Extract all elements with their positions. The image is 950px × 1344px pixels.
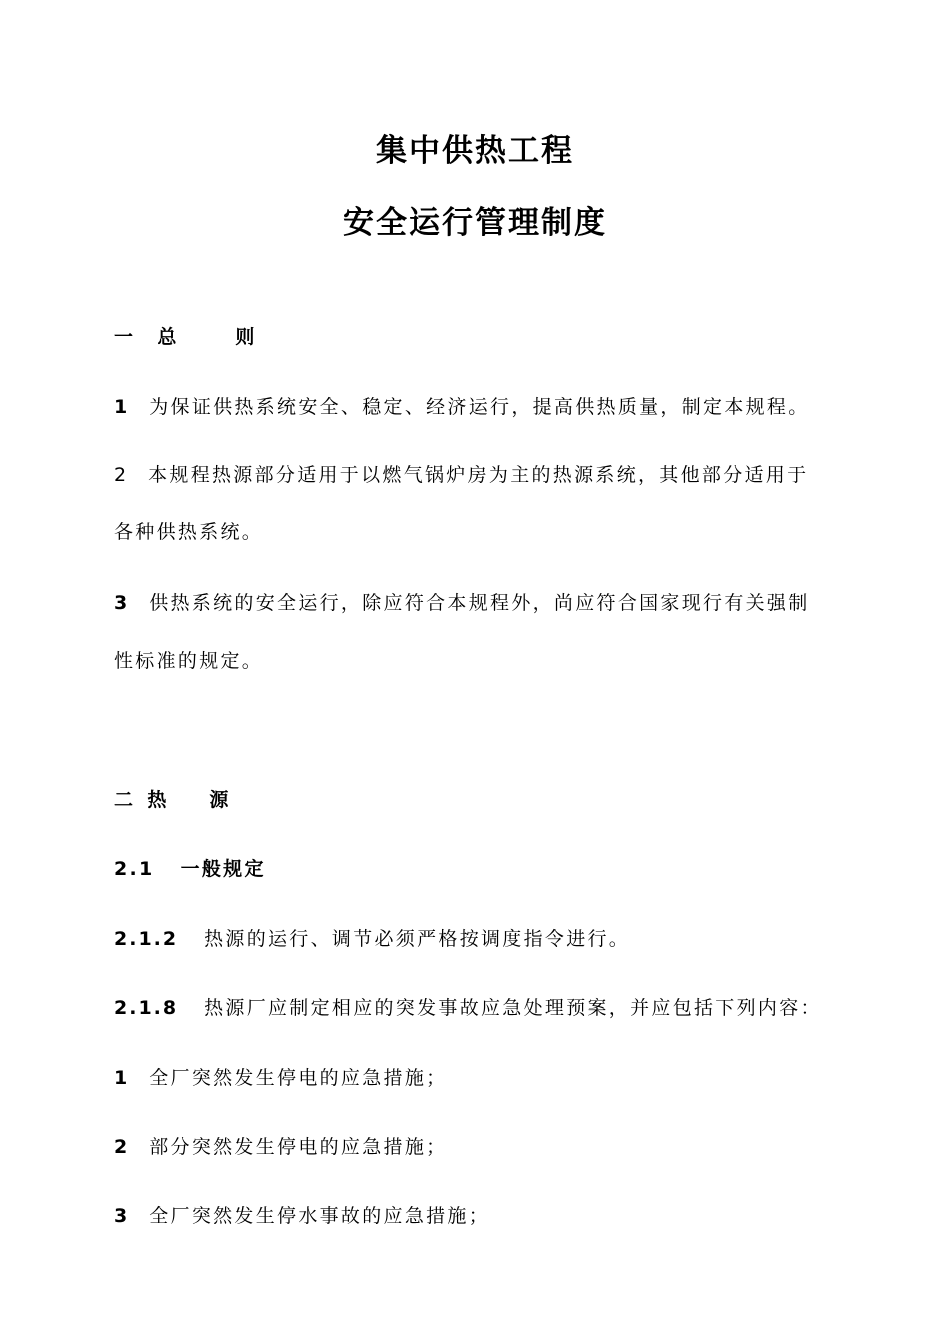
list-item-text: 全厂突然发生停水事故的应急措施； bbox=[149, 1205, 491, 1227]
section2-heading-text: 热 源 bbox=[147, 789, 241, 811]
section1-item-2 bbox=[114, 462, 808, 488]
clause-number: 2.1.2 bbox=[114, 928, 179, 950]
document-title-line1: 集中供热工程 bbox=[376, 133, 574, 169]
section1-item-3-continuation: 性标准的规定。 bbox=[114, 650, 264, 672]
list-item-text: 全厂突然发生停电的应急措施； bbox=[149, 1067, 448, 1089]
list-item-number: 1 bbox=[114, 1067, 128, 1089]
section1-heading bbox=[114, 324, 274, 350]
list-item-number: 3 bbox=[114, 1205, 128, 1227]
document-title-line2: 安全运行管理制度 bbox=[343, 205, 607, 241]
item-text: 本规程热源部分适用于以燃气锅炉房为主的热源系统，其他部分适用于 bbox=[148, 464, 809, 486]
subsection-title: 一般规定 bbox=[180, 858, 266, 880]
clause-number: 2.1.8 bbox=[114, 997, 179, 1019]
section2-heading bbox=[114, 787, 240, 813]
list-item-2 bbox=[114, 1134, 447, 1160]
subsection-2-1 bbox=[114, 856, 266, 882]
clause-2-1-8 bbox=[114, 995, 822, 1021]
list-item-3 bbox=[114, 1203, 490, 1229]
list-item-1 bbox=[114, 1065, 447, 1091]
section1-item-3 bbox=[114, 590, 810, 616]
section1-item-1 bbox=[114, 394, 810, 420]
section2-heading-num: 二 bbox=[114, 789, 136, 811]
item-number: 2 bbox=[114, 464, 127, 486]
list-item-number: 2 bbox=[114, 1136, 128, 1158]
item-text: 为保证供热系统安全、稳定、经济运行，提高供热质量，制定本规程。 bbox=[149, 396, 810, 418]
list-item-text: 部分突然发生停电的应急措施； bbox=[149, 1136, 448, 1158]
item-number: 3 bbox=[114, 592, 128, 614]
item-text: 供热系统的安全运行，除应符合本规程外，尚应符合国家现行有关强制 bbox=[149, 592, 810, 614]
section1-item-2-continuation: 各种供热系统。 bbox=[114, 521, 264, 543]
section1-heading-num: 一 bbox=[114, 326, 136, 348]
section1-heading-text: 总 则 bbox=[157, 326, 275, 348]
clause-2-1-2 bbox=[114, 926, 630, 952]
subsection-number: 2.1 bbox=[114, 858, 155, 880]
clause-text: 热源的运行、调节必须严格按调度指令进行。 bbox=[204, 928, 631, 950]
item-number: 1 bbox=[114, 396, 128, 418]
clause-text: 热源厂应制定相应的突发事故应急处理预案，并应包括下列内容： bbox=[204, 997, 822, 1019]
